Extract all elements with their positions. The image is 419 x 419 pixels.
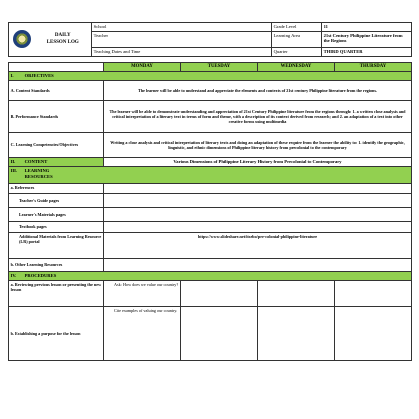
deped-seal [9,23,35,57]
learning-area-label: Learning Area [272,32,322,48]
reviewing-lesson-label: a. Reviewing previous lesson or presenting the new lesson [9,281,104,307]
day-header-blank [9,63,104,72]
section-procedures-num: IV. [10,272,17,278]
teaching-dates-field: Teaching Dates and Time [92,48,272,57]
lesson-grid [8,62,412,361]
performance-standards-label: B. Performance Standards [9,101,104,133]
daily-lesson-log [8,22,411,361]
section-procedures-label: PROCEDURES [24,272,57,278]
textbook-value [104,222,412,233]
section-objectives-label: OBJECTIVES [24,72,54,78]
grade-level-value: 11 [322,23,412,32]
section-resources [9,167,412,184]
establishing-purpose-tuesday [181,307,258,361]
teacher-field: Teacher [92,32,272,48]
teachers-guide-label: Teacher's Guide pages [9,194,104,208]
day-header-wednesday: WEDNESDAY [258,63,335,72]
section-objectives [9,72,412,81]
other-resources-value [104,259,412,272]
reviewing-lesson-wednesday [258,281,335,307]
establishing-purpose-label: b. Establishing a purpose for the lesson [9,307,104,361]
header-title [35,23,92,57]
performance-standards-value: The learner will be able to demonstrate understanding and appreciation of 21st Century Philippine literature from the regions through: 1. a written close analysis and critical interpretation of a literary text in terms of form and theme, with a description of its context derived from research; and 2. an adaptation of a text into other creative forms using multimedia [104,101,412,133]
reviewing-lesson-monday: Ask: How does we value our country? [104,281,181,307]
competencies-label: C. Learning Competencies/Objectives [9,133,104,158]
section-content [9,158,412,167]
references-label: a. References [9,184,104,194]
content-value: Various Dimensions of Philippine Literary History from Precolonial to Contemporary [104,158,412,167]
other-resources-label: b. Other Learning Resources [9,259,104,272]
section-content-label: CONTENT [24,158,48,164]
additional-materials-label: Additional Materials from Learning Resource (LR) portal [9,233,104,259]
content-standards-value: The learner will be able to understand and appreciate the elements and contexts of 21st century Philippine literature from the regions. [104,81,412,101]
quarter-value: THIRD QUARTER [322,48,412,57]
additional-materials-link[interactable]: https://www.slideshare.net/itsebo/pre-colonial-philippine-literature [104,233,412,259]
day-header-thursday: THURSDAY [335,63,412,72]
day-header-tuesday: TUESDAY [181,63,258,72]
grade-level-label: Grade Level [272,23,322,32]
section-objectives-title [9,72,412,81]
section-procedures-title [9,272,412,281]
section-content-title [9,158,104,167]
reviewing-lesson-thursday [335,281,412,307]
section-resources-label: LEARNING RESOURCES [24,167,53,179]
learning-area-value: 21st Century Philippine Literature from the Regions [322,32,412,48]
seal-icon [13,30,31,48]
establishing-purpose-wednesday [258,307,335,361]
header-title-line2: LESSON LOG [46,39,79,45]
school-field: School [92,23,272,32]
day-header-monday: MONDAY [104,63,181,72]
learners-materials-label: Learner's Materials pages [9,208,104,222]
establishing-purpose-monday: Cite examples of valuing our country. [104,307,181,361]
section-objectives-num: I. [10,72,14,78]
header-table [8,22,412,57]
section-resources-title [9,167,412,184]
learners-materials-value [104,208,412,222]
competencies-value: Writing a close analysis and critical interpretation of literary texts and doing an adaptation of these require from the learner the ability to: 1. identify the geographic, linguistic, and ethnic dimensions of Philippine literary history from precolonial to the contemporary [104,133,412,158]
content-standards-label: A. Content Standards [9,81,104,101]
section-procedures [9,272,412,281]
references-value [104,184,412,194]
establishing-purpose-thursday [335,307,412,361]
section-content-num: II. [10,158,16,164]
teachers-guide-value [104,194,412,208]
reviewing-lesson-tuesday [181,281,258,307]
section-resources-num: III. [10,167,18,173]
header-title-line1: DAILY [54,33,71,38]
quarter-label: Quarter [272,48,322,57]
textbook-label: Textbook pages [9,222,104,233]
